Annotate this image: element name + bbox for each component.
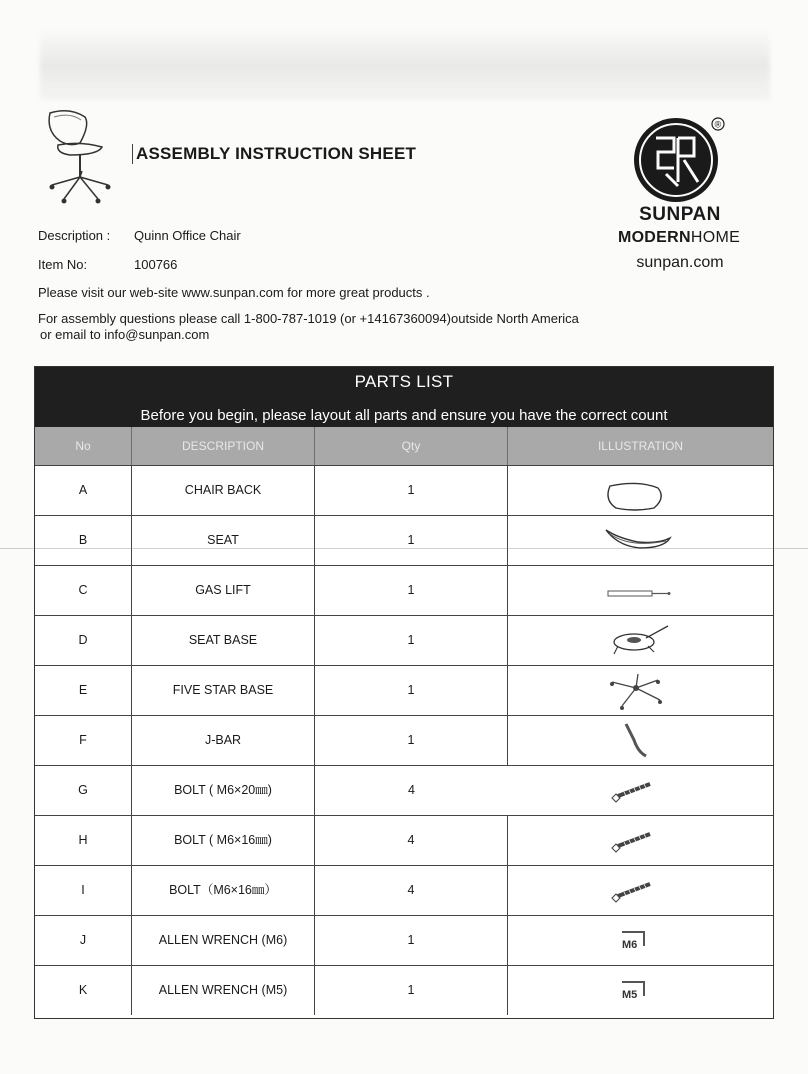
part-description: BOLT（M6×16㎜）	[132, 866, 315, 915]
visit-text: Please visit our web-site www.sunpan.com for more great products .	[38, 285, 430, 300]
gas-lift-icon	[508, 566, 773, 615]
allen-wrench-icon	[508, 916, 773, 965]
brand-url: sunpan.com	[636, 254, 724, 271]
item-value: 100766	[134, 257, 178, 272]
part-illustration	[508, 516, 773, 565]
parts-list-table	[34, 366, 774, 1019]
j-bar-icon	[508, 716, 773, 765]
part-description: BOLT ( M6×20㎜)	[132, 766, 315, 815]
brand-name: SUNPAN	[639, 204, 721, 225]
part-description: GAS LIFT	[132, 566, 315, 615]
part-illustration	[508, 766, 773, 815]
part-description: SEAT BASE	[132, 616, 315, 665]
sunpan-logo-icon	[626, 112, 734, 208]
wrench-size-tag: M6	[622, 939, 638, 951]
table-row	[35, 915, 773, 965]
parts-list-header	[35, 367, 773, 427]
item-label: Item No:	[38, 257, 88, 272]
part-no: I	[35, 866, 132, 915]
assist-text-line1: For assembly questions please call 1-800-787-1019 (or +14167360094)outside North America	[38, 311, 579, 326]
description-value: Quinn Office Chair	[134, 228, 241, 243]
column-header-no: No	[35, 427, 132, 465]
part-qty: 4	[315, 866, 508, 915]
column-header-qty: Qty	[315, 427, 508, 465]
part-description: FIVE STAR BASE	[132, 666, 315, 715]
part-illustration	[508, 916, 773, 965]
page-title: ASSEMBLY INSTRUCTION SHEET	[132, 144, 416, 164]
scan-artifact-line	[0, 548, 808, 549]
table-row	[35, 665, 773, 715]
table-row	[35, 615, 773, 665]
part-illustration	[508, 666, 773, 715]
description-label: Description :	[38, 228, 111, 243]
part-no: H	[35, 816, 132, 865]
brand-sub-light: HOME	[690, 229, 741, 246]
bolt-icon	[508, 816, 773, 865]
table-row	[35, 815, 773, 865]
parts-list-title: PARTS LIST	[354, 372, 454, 391]
brand-sub-bold: MODERN	[617, 229, 691, 246]
seat-icon	[508, 516, 773, 565]
part-no: B	[35, 516, 132, 565]
part-qty: 1	[315, 616, 508, 665]
table-row	[35, 865, 773, 915]
part-qty: 1	[315, 666, 508, 715]
table-row	[35, 515, 773, 565]
part-qty: 1	[315, 566, 508, 615]
part-qty: 4	[408, 783, 415, 797]
part-description: BOLT ( M6×16㎜)	[132, 816, 315, 865]
part-description: J-BAR	[132, 716, 315, 765]
part-no: E	[35, 666, 132, 715]
part-illustration	[508, 816, 773, 865]
parts-list-subtitle: Before you begin, please layout all parts and ensure you have the correct count	[140, 407, 668, 424]
part-description: ALLEN WRENCH (M6)	[132, 916, 315, 965]
part-no: A	[35, 466, 132, 515]
part-description: ALLEN WRENCH (M5)	[132, 966, 315, 1015]
chair-thumbnail-icon	[40, 105, 125, 210]
table-row	[35, 465, 773, 515]
part-qty: 1	[315, 916, 508, 965]
part-illustration	[508, 566, 773, 615]
table-row	[35, 765, 773, 815]
table-row	[35, 715, 773, 765]
part-qty: 1	[315, 716, 508, 765]
bolt-icon	[508, 866, 773, 915]
part-description: CHAIR BACK	[132, 466, 315, 515]
part-description: SEAT	[132, 516, 315, 565]
scan-shadow	[40, 30, 770, 100]
registered-mark: ®	[714, 119, 722, 130]
part-qty: 1	[315, 466, 508, 515]
part-no: K	[35, 966, 132, 1015]
part-no: J	[35, 916, 132, 965]
part-illustration	[508, 716, 773, 765]
column-header-description: DESCRIPTION	[132, 427, 315, 465]
part-no: F	[35, 716, 132, 765]
table-row	[35, 965, 773, 1015]
part-qty: 1	[315, 516, 508, 565]
part-illustration	[508, 616, 773, 665]
part-qty: 4	[315, 816, 508, 865]
part-illustration	[508, 866, 773, 915]
seat-base-icon	[508, 616, 773, 665]
part-illustration	[508, 966, 773, 1015]
column-header-illustration: ILLUSTRATION	[508, 427, 773, 465]
allen-wrench-icon	[508, 966, 773, 1015]
part-no: D	[35, 616, 132, 665]
chair-back-icon	[508, 466, 773, 515]
part-qty: 1	[315, 966, 508, 1015]
assist-text-line2: or email to info@sunpan.com	[40, 327, 210, 342]
bolt-icon	[508, 766, 773, 815]
wrench-size-tag: M5	[622, 989, 638, 1001]
brand-subtitle	[604, 229, 754, 247]
table-row	[35, 565, 773, 615]
part-no: G	[35, 766, 132, 815]
five-star-base-icon	[508, 666, 773, 715]
part-illustration	[508, 466, 773, 515]
part-no: C	[35, 566, 132, 615]
